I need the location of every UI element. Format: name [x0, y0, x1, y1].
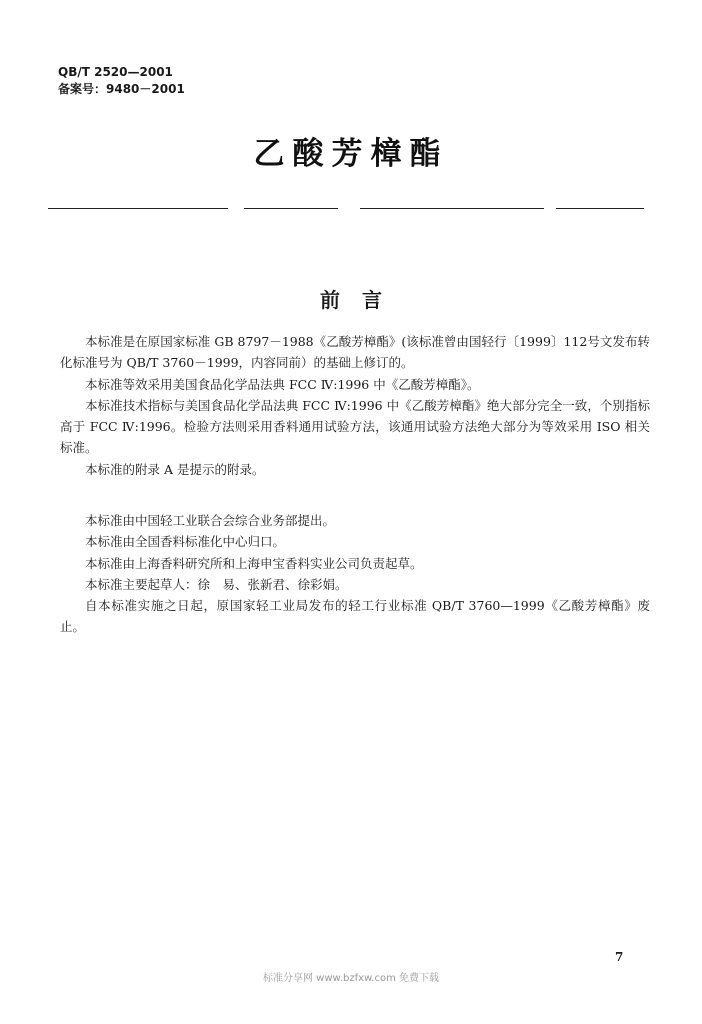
filing-number: 备案号：9480－2001: [58, 82, 185, 96]
paragraph: 本标准主要起草人：徐 易、张新君、徐彩娟。: [85, 576, 348, 592]
title-rule-segment: [48, 208, 228, 209]
paragraph: 本标准由全国香料标准化中心归口。: [85, 534, 286, 550]
standard-number: QB/T 2520—2001: [58, 65, 173, 79]
title-rule-segment: [360, 208, 544, 209]
paragraph: 本标准等效采用美国食品化学品法典 FCC Ⅳ:1996 中《乙酸芳樟酯》。: [85, 376, 480, 392]
paragraph: 本标准由中国轻工业联合会综合业务部提出。: [85, 513, 336, 528]
paragraph: 本标准的附录 A 是提示的附录。: [85, 461, 265, 477]
title-rule-segment: [556, 208, 644, 209]
page-number: 7: [615, 950, 624, 964]
paragraph: 自本标准实施之日起，原国家轻工业局发布的轻工行业标准 QB/T 3760—1999《乙酸芳樟酯》废止。: [60, 598, 650, 635]
foreword-body-b: [60, 510, 650, 638]
foreword-heading: 前言: [320, 288, 404, 312]
document-title: 乙酸芳樟酯: [253, 136, 449, 172]
paragraph: 本标准技术指标与美国食品化学品法典 FCC Ⅳ:1996 中《乙酸芳樟酯》绝大部分完全一致，个别指标高于 FCC Ⅳ:1996。检验方法则采用香料通用试验方法，该通用试验方法绝大部分为等效采用 ISO 相关标准。: [60, 397, 650, 456]
paragraph: 本标准是在原国家标准 GB 8797－1988《乙酸芳樟酯》(该标准曾由国轻行〔1999〕112号文发布转化标准号为 QB/T 3760－1999，内容同前）的基础上修订的。: [60, 334, 650, 371]
paragraph: 本标准由上海香料研究所和上海申宝香料实业公司负责起草。: [85, 555, 423, 571]
foreword-body-a: [60, 331, 650, 480]
footer-watermark: 标准分享网 www.bzfxw.com 免费下载: [263, 973, 439, 984]
standard-identifier: [58, 64, 185, 98]
title-rule-segment: [244, 208, 338, 209]
